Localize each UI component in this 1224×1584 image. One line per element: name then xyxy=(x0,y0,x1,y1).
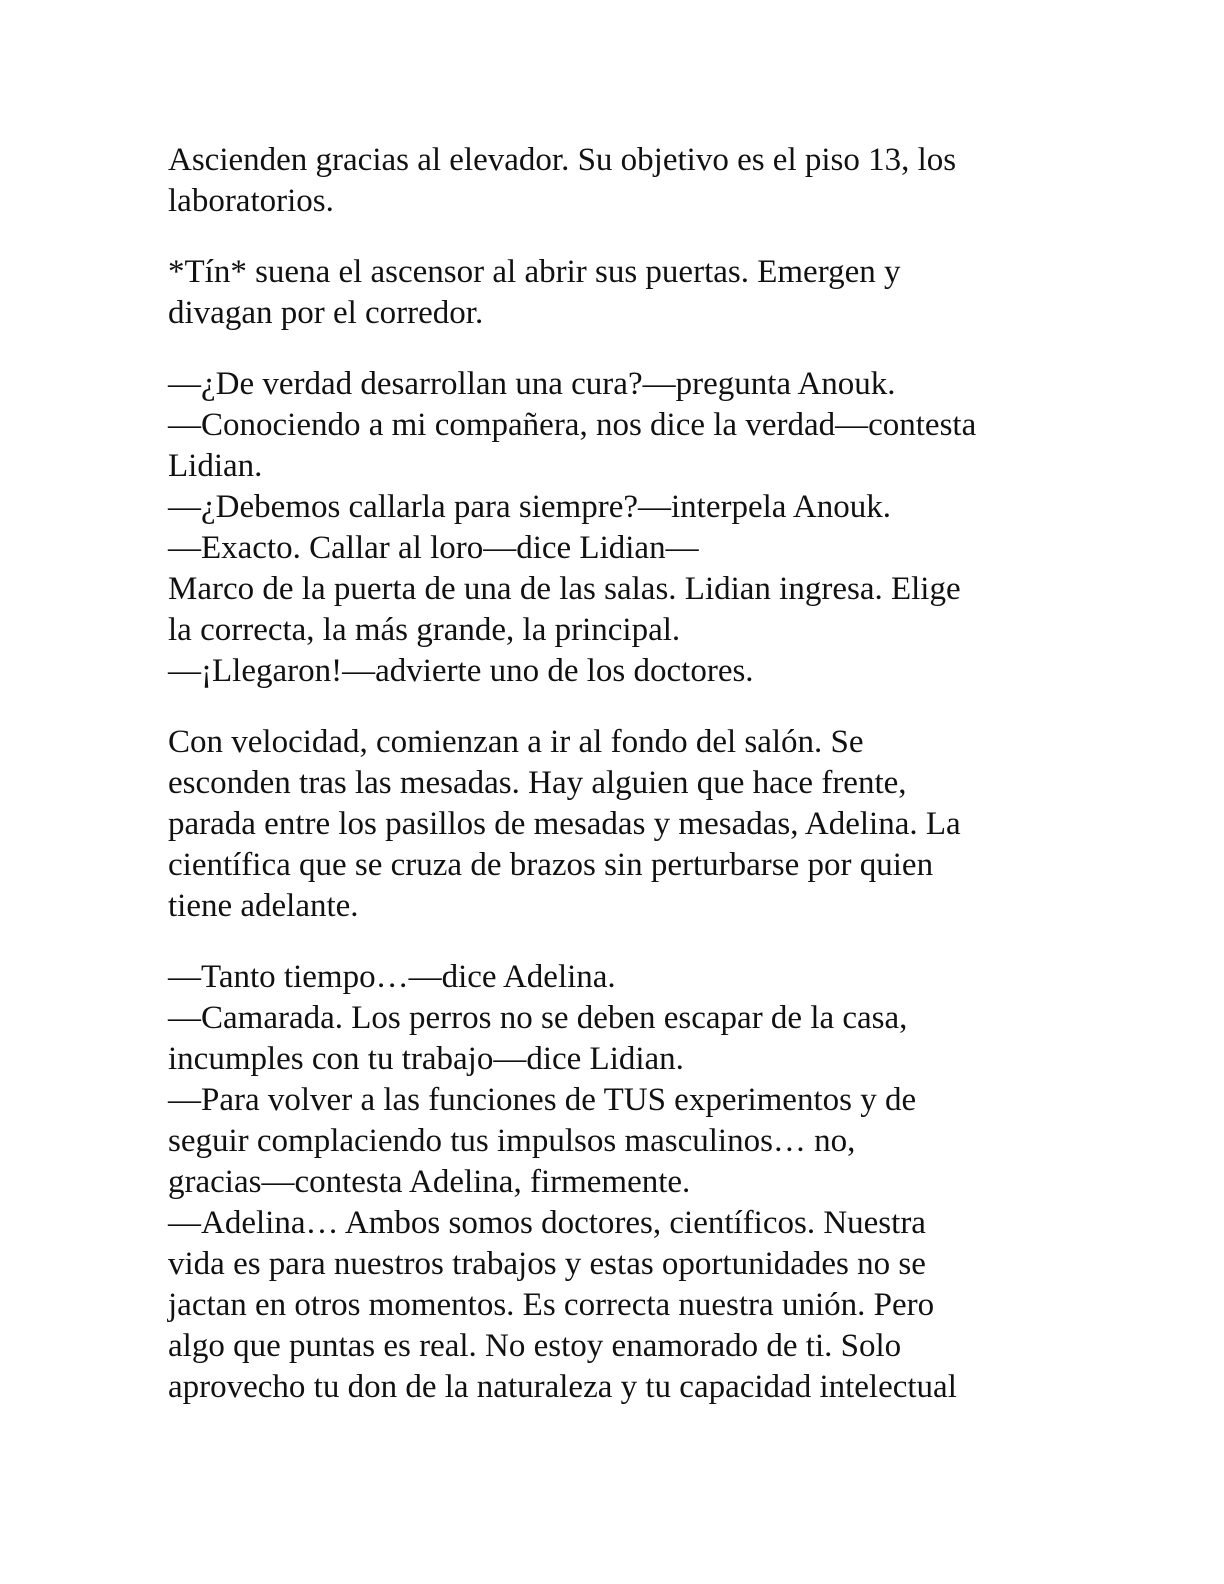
text-line: —Camarada. Los perros no se deben escapar de la casa, xyxy=(168,1000,908,1036)
paragraph-4 xyxy=(168,722,1058,927)
text-line: incumples con tu trabajo—dice Lidian. xyxy=(168,1041,684,1077)
text-line: *Tín* suena el ascensor al abrir sus puertas. Emergen y xyxy=(168,254,901,290)
text-line: —Para volver a las funciones de TUS experimentos y de xyxy=(168,1082,917,1118)
text-line: algo que puntas es real. No estoy enamorado de ti. Solo xyxy=(168,1328,902,1364)
text-line: —Exacto. Callar al loro—dice Lidian— xyxy=(168,530,699,566)
text-line: laboratorios. xyxy=(168,183,334,219)
text-line: aprovecho tu don de la naturaleza y tu capacidad intelectual xyxy=(168,1369,957,1405)
text-line: la correcta, la más grande, la principal. xyxy=(168,612,681,648)
paragraph-3 xyxy=(168,364,1058,692)
text-line: Con velocidad, comienzan a ir al fondo del salón. Se xyxy=(168,724,864,760)
text-line: científica que se cruza de brazos sin perturbarse por quien xyxy=(168,847,934,883)
text-line: —¡Llegaron!—advierte uno de los doctores. xyxy=(168,653,754,689)
text-line: Marco de la puerta de una de las salas. Lidian ingresa. Elige xyxy=(168,571,961,607)
text-line: —Adelina… Ambos somos doctores, científicos. Nuestra xyxy=(168,1205,926,1241)
text-line: —Tanto tiempo…—dice Adelina. xyxy=(168,959,616,995)
text-line: jactan en otros momentos. Es correcta nuestra unión. Pero xyxy=(168,1287,935,1323)
text-line: Lidian. xyxy=(168,448,263,484)
text-line: gracias—contesta Adelina, firmemente. xyxy=(168,1164,691,1200)
text-line: Ascienden gracias al elevador. Su objetivo es el piso 13, los xyxy=(168,142,957,178)
text-line: divagan por el corredor. xyxy=(168,295,484,331)
paragraph-5 xyxy=(168,957,1058,1408)
text-line: vida es para nuestros trabajos y estas oportunidades no se xyxy=(168,1246,926,1282)
text-line: tiene adelante. xyxy=(168,888,359,924)
text-line: —¿De verdad desarrollan una cura?—pregunta Anouk. xyxy=(168,366,896,402)
text-line: seguir complaciendo tus impulsos masculinos… no, xyxy=(168,1123,856,1159)
text-line: —Conociendo a mi compañera, nos dice la verdad—contesta xyxy=(168,407,977,443)
document-page xyxy=(168,140,1058,1438)
text-line: parada entre los pasillos de mesadas y mesadas, Adelina. La xyxy=(168,806,961,842)
text-line: —¿Debemos callarla para siempre?—interpela Anouk. xyxy=(168,489,891,525)
paragraph-1 xyxy=(168,140,1058,222)
text-line: esconden tras las mesadas. Hay alguien que hace frente, xyxy=(168,765,907,801)
paragraph-2 xyxy=(168,252,1058,334)
